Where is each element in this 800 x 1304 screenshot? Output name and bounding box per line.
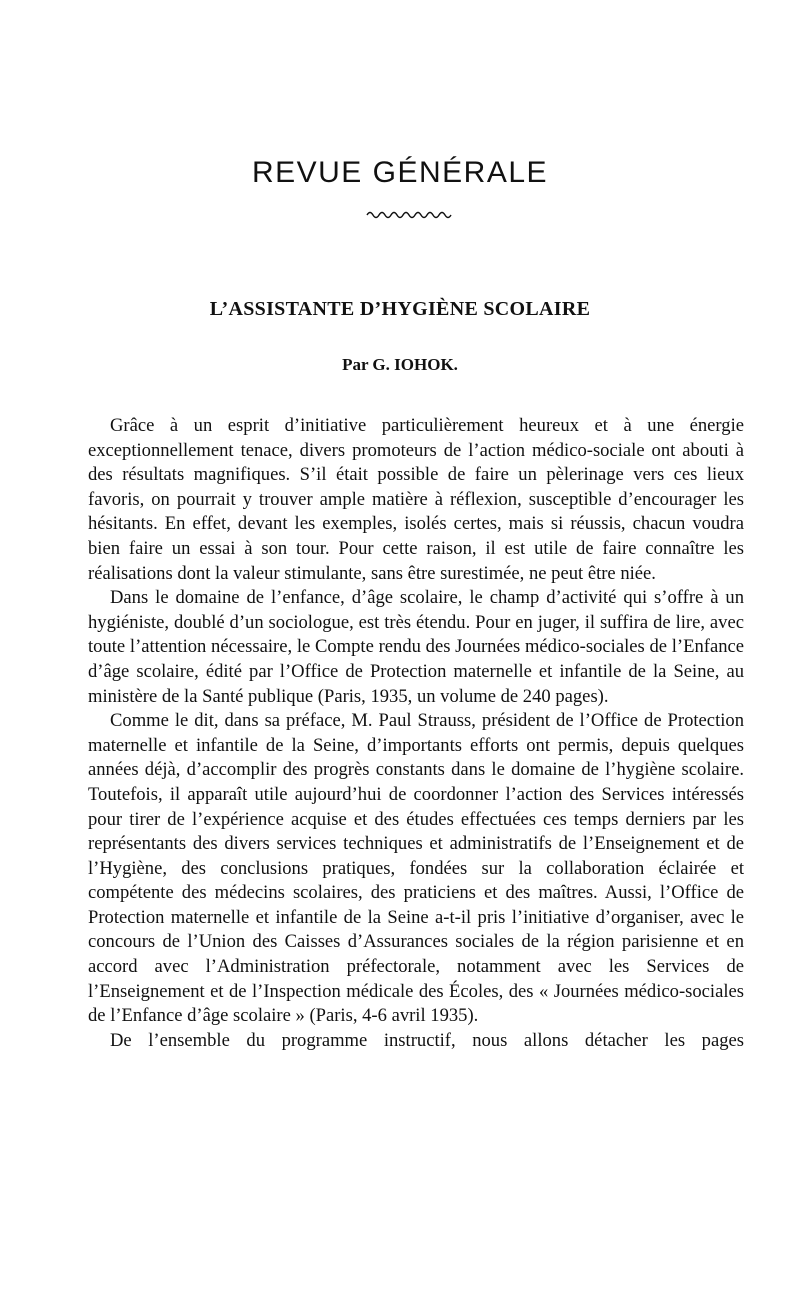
article-title: L’ASSISTANTE D’HYGIÈNE SCOLAIRE	[209, 298, 591, 320]
body-paragraph: Dans le domaine de l’enfance, d’âge scolaire, le champ d’activité qui s’offre à un hygiéniste, doublé d’un sociologue, est très étendu. Pour en juger, il suffira de lire, avec toute l’attention nécessaire, le Compte rendu des Journées médico-sociales de l’Enfance d’âge scolaire, édité par l’Office de Protection maternelle et infantile de la Seine, au ministère de la Santé publique (Paris, 1935, un volume de 240 pages).	[88, 587, 744, 707]
body-paragraph: De l’ensemble du programme instructif, nous allons détacher les pages	[110, 1029, 744, 1051]
section-title: REVUE GÉNÉRALE	[251, 156, 549, 189]
article-body	[88, 414, 744, 1053]
body-paragraph: Comme le dit, dans sa préface, M. Paul Strauss, président de l’Office de Protection maternelle et infantile de la Seine, d’importants efforts ont permis, depuis quelques années déjà, d’accomplir des progrès constants dans le domaine de l’hygiène scolaire. Toutefois, il apparaît utile aujourd’hui de coordonner l’action des Services intéressés pour tirer de l’expérience acquise et des études effectuées ces temps derniers par les représentants des divers services techniques et administratifs de l’Enseignement et de l’Hygiène, des conclusions pratiques, fondées sur la collaboration éclairée et compétente des médecins scolaires, des praticiens et des maîtres. Aussi, l’Office de Protection maternelle et infantile de la Seine a-t-il pris l’initiative d’organiser, avec le concours de l’Union des Caisses d’Assurances sociales de la région parisienne et en accord avec l’Administration préfectorale, notamment avec les Services de l’Enseignement et de l’Inspection médicale des Écoles, des « Journées médico-sociales de l’Enfance d’âge scolaire » (Paris, 4-6 avril 1935).	[88, 710, 744, 1027]
author-byline: Par G. IOHOK.	[342, 355, 458, 374]
wavy-ornament-icon	[365, 208, 455, 222]
body-paragraph: Grâce à un esprit d’initiative particulièrement heureux et à une énergie exceptionnellement tenace, divers promoteurs de l’action médico-sociale ont abouti à des résultats magnifiques. S’il était possible de faire un pèlerinage vers ces lieux favoris, on pourrait y trouver ample matière à réflexion, susceptible d’encourager les hésitants. En effet, devant les exemples, isolés certes, mais si réussis, chacun voudra bien faire un essai à son tour. Pour cette raison, il est utile de faire connaître les réalisations dont la valeur stimulante, sans être surestimée, ne peut être niée.	[88, 415, 744, 584]
